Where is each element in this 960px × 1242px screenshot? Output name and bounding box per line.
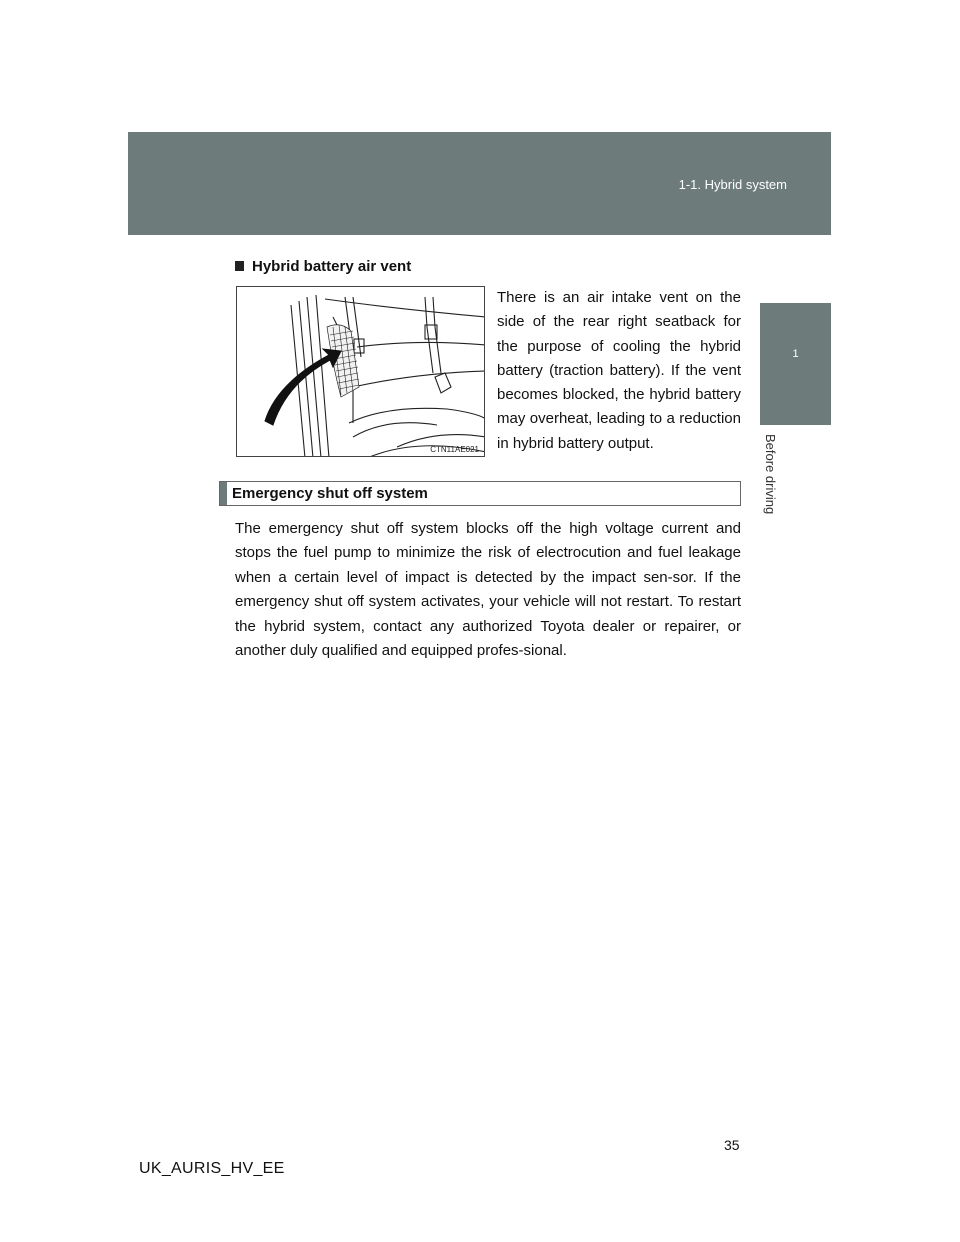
section-title: Emergency shut off system [232, 485, 428, 502]
seat-vent-illustration [236, 286, 485, 457]
page-header [128, 132, 831, 235]
chapter-number: 1 [792, 348, 799, 360]
page-number: 35 [724, 1137, 740, 1153]
seat-vent-drawing [237, 287, 485, 457]
section-heading-bar [219, 481, 741, 506]
emergency-description: The emergency shut off system blocks off the high voltage current and stops the fuel pump to minimize the risk of electrocution and fuel leakage when a certain level of impact is detected by the impact sen-sor. If the emergency shut off system activates, your vehicle will not restart. To restart the hybrid system, contact any authorized Toyota dealer or repairer, or another duly qualified and equipped profes-sional. [235, 520, 741, 660]
document-code: UK_AURIS_HV_EE [139, 1160, 285, 1177]
square-bullet-icon [235, 261, 244, 271]
header-section-title: 1-1. Hybrid system [678, 177, 787, 192]
figure-code: CTN11AE021 [430, 445, 479, 454]
chapter-title: Before driving [763, 434, 778, 515]
vent-description: There is an air intake vent on the side of the rear right seatback for the purpose of cooling the hybrid battery (traction battery). If the vent becomes blocked, the hybrid battery may overheat, leading to a reduction in hybrid battery output. [497, 289, 741, 452]
subsection-title: Hybrid battery air vent [252, 258, 412, 275]
chapter-tab [760, 303, 831, 425]
chapter-title-vertical [758, 434, 816, 594]
subsection-heading [235, 258, 411, 275]
section-accent [220, 482, 227, 505]
